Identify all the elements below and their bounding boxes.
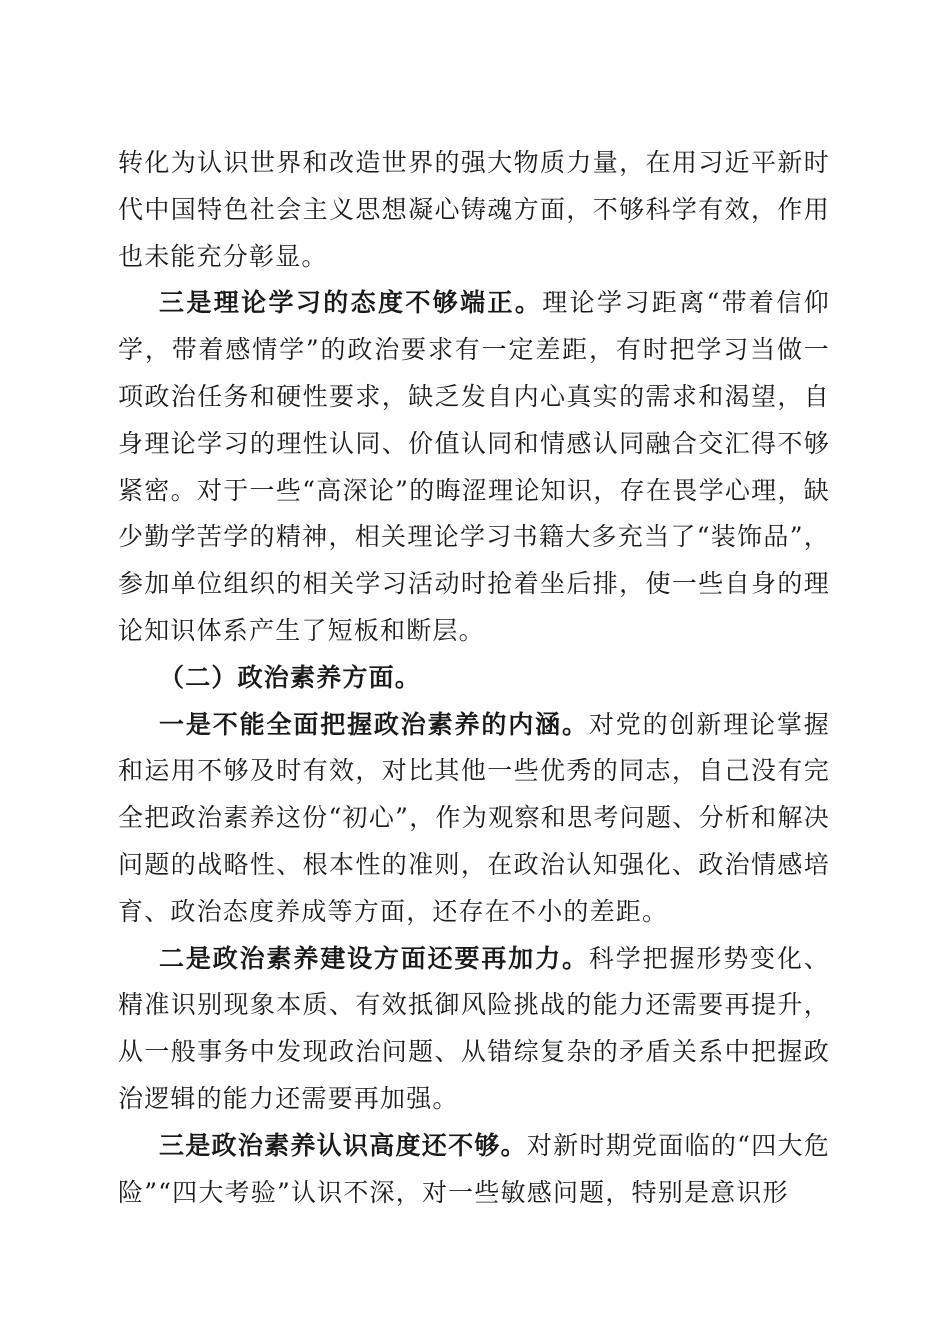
paragraph-text: 科学把握形势变化、精准识别现象本质、有效抵御风险挑战的能力还需要再提升，从一般事务中发现政治问题、从错综复杂的矛盾关系中把握政治逻辑的能力还需要再加强。 — [118, 943, 830, 1113]
paragraph-theory-attitude — [118, 280, 830, 654]
section-heading-political-literacy — [118, 655, 830, 702]
paragraph-political-connotation — [118, 702, 830, 936]
section-heading-text: （二）政治素养方面。 — [159, 662, 422, 692]
paragraph-lead: 二是政治素养建设方面还要再加力。 — [159, 943, 589, 973]
paragraph-continuation — [118, 140, 830, 280]
paragraph-lead: 三是政治素养认识高度还不够。 — [159, 1130, 527, 1160]
paragraph-text: 对新时期党面临的“四大危险”“四大考验”认识不深，对一些敏感问题，特别是意识形 — [118, 1130, 830, 1207]
paragraph-political-awareness — [118, 1123, 830, 1217]
paragraph-lead: 三是理论学习的态度不够端正。 — [159, 288, 543, 318]
paragraph-text: 对党的创新理论掌握和运用不够及时有效，对比其他一些优秀的同志，自己没有完全把政治素养这份“初心”，作为观察和思考问题、分析和解决问题的战略性、根本性的准则，在政治认知强化、政治情感培育、政治态度养成等方面，还存在不小的差距。 — [118, 709, 830, 926]
paragraph-text: 理论学习距离“带着信仰学，带着感情学”的政治要求有一定差距，有时把学习当做一项政治任务和硬性要求，缺乏发自内心真实的需求和渴望，自身理论学习的理性认同、价值认同和情感认同融合交汇得不够紧密。对于一些“高深论”的晦涩理论知识，存在畏学心理，缺少勤学苦学的精神，相关理论学习书籍大多充当了“装饰品”，参加单位组织的相关学习活动时抢着坐后排，使一些自身的理论知识体系产生了短板和断层。 — [118, 288, 830, 645]
document-body — [118, 140, 830, 1216]
paragraph-lead: 一是不能全面把握政治素养的内涵。 — [159, 709, 589, 739]
paragraph-text: 转化为认识世界和改造世界的强大物质力量，在用习近平新时代中国特色社会主义思想凝心铸魂方面，不够科学有效，作用也未能充分彰显。 — [118, 148, 830, 271]
paragraph-political-building — [118, 936, 830, 1123]
